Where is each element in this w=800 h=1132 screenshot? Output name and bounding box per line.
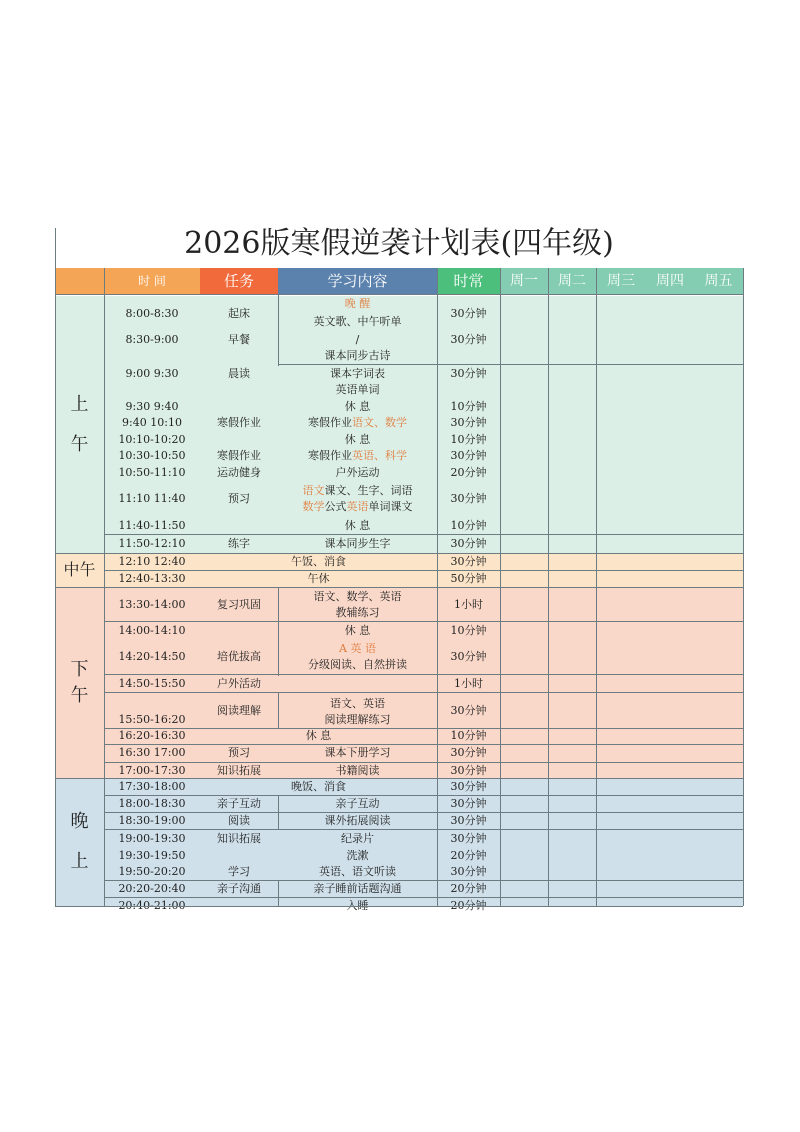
header-day-5: 周五 [694,268,743,294]
time-cell: 10:50-11:10 [118,466,186,479]
grid-line [104,880,743,881]
content-cell: 亲子睡前话题沟通 [313,882,402,895]
duration-cell: 30分钟 [450,780,487,793]
task-cell: 起床 [228,307,250,320]
time-cell: 16:30 17:00 [118,746,186,759]
duration-cell: 30分钟 [450,814,487,827]
content-cell: 英文歌、中午听单 [313,315,402,328]
task-cell: 亲子沟通 [217,882,261,895]
time-cell: 16:20-16:30 [118,729,186,742]
content-cell: 户外运动 [335,466,380,479]
content-cell: 课本字词表 英语单词 [330,367,385,396]
grid-line [437,364,743,365]
duration-cell: 30分钟 [450,492,487,505]
grid-line [55,228,56,906]
grid-line [55,778,743,779]
time-cell: 10:10-10:20 [118,433,186,446]
content-cell: 课本同步古诗 [324,349,391,362]
grid-line [104,268,105,906]
content-cell [278,448,437,464]
content-cell: 亲子互动 [335,797,380,810]
period-afternoon: 下 午 [70,658,89,706]
content-cell: 洗漱 [346,849,369,862]
time-cell: 10:30-10:50 [118,449,186,462]
time-cell: 12:40-13:30 [118,572,186,585]
duration-cell: 1小时 [454,598,483,611]
duration-cell: 10分钟 [450,624,487,637]
time-cell: 9:00 9:30 [125,367,179,380]
duration-cell: 30分钟 [450,865,487,878]
grid-line [104,570,743,571]
time-cell: 19:00-19:30 [118,832,186,845]
time-cell: 12:10 12:40 [118,555,186,568]
grid-line [104,744,743,745]
content-subject: 语文 [302,484,325,497]
grid-line [55,587,743,588]
duration-cell: 20分钟 [450,882,487,895]
time-cell: 18:30-19:00 [118,814,186,827]
task-cell: 亲子互动 [217,797,261,810]
time-cell: 14:00-14:10 [118,624,186,637]
content-subject: 英语 [346,500,369,513]
page-title: 2026版寒假逆袭计划表(四年级) [184,226,614,261]
content-cell: 休 息 [344,433,371,446]
task-cell: 早餐 [228,333,250,346]
time-cell: 15:50-16:20 [118,713,186,726]
content-cell: 分级阅读、自然拼读 [308,658,407,671]
grid-line [104,674,743,675]
content-subjects: 语文、数学 [352,416,407,429]
content-cell: 午饭、消食 [291,555,346,568]
header-duration: 时常 [437,268,500,294]
content-cell: / [355,333,360,346]
time-cell: 9:30 9:40 [125,400,179,413]
task-cell: 练字 [228,537,250,550]
duration-cell: 30分钟 [450,746,487,759]
duration-cell: 10分钟 [450,400,487,413]
grid-line [104,812,743,813]
grid-line [55,294,743,295]
duration-cell: 10分钟 [450,519,487,532]
content-text: 课文、生字、词语 [324,484,413,497]
content-cell: 书籍阅读 [335,764,380,777]
content-cell: A 英 语 [339,642,376,655]
content-cell: 休 息 [344,519,371,532]
task-cell: 寒假作业 [217,416,261,429]
header-day-2: 周二 [548,268,596,294]
content-cell: 入睡 [346,899,369,912]
grid-line [278,294,279,366]
content-cell: 纪录片 [341,832,374,845]
content-text: 单词课文 [368,500,413,513]
content-cell [278,499,437,515]
time-cell: 20:20-20:40 [118,882,186,895]
content-cell: 休 息 [344,624,371,637]
time-cell: 11:40-11:50 [118,519,186,532]
grid-line [278,692,279,728]
content-text: 寒假作业 [308,416,352,429]
header-task: 任务 [200,268,278,294]
content-cell [278,415,437,431]
time-cell: 14:50-15:50 [118,677,186,690]
task-cell: 寒假作业 [217,449,261,462]
grid-line [278,364,437,365]
duration-cell: 20分钟 [450,899,487,912]
time-cell: 19:50-20:20 [118,865,186,878]
content-cell: 午休 [307,572,330,585]
duration-cell: 30分钟 [450,416,487,429]
grid-line [743,268,744,906]
grid-line [104,692,743,693]
time-cell: 17:30-18:00 [118,780,186,793]
duration-cell: 50分钟 [450,572,487,585]
duration-cell: 30分钟 [450,367,487,380]
duration-cell: 20分钟 [450,849,487,862]
content-cell: 课本下册学习 [324,746,391,759]
task-cell: 预习 [228,492,250,505]
task-cell: 培优拔高 [217,650,261,663]
task-cell: 户外活动 [217,677,261,690]
period-noon: 中午 [63,560,96,579]
grid-line [104,795,743,796]
duration-cell: 30分钟 [450,797,487,810]
content-subjects: 英语、科学 [352,449,407,462]
grid-line [55,906,743,907]
duration-cell: 30分钟 [450,704,487,717]
content-cell: 课外拓展阅读 [324,814,391,827]
duration-cell: 1小时 [454,677,483,690]
content-cell: 英语、语文听读 [319,865,396,878]
header-time: 时 间 [104,268,200,294]
content-cell: 晚 醒 [344,297,371,310]
duration-cell: 10分钟 [450,729,487,742]
content-cell: 休 息 [344,400,371,413]
content-cell: 晚饭、消食 [291,780,346,793]
content-cell: 语文、数学、英语 教辅练习 [313,590,402,619]
header-day-3: 周三 [596,268,646,294]
header-corner [55,268,104,294]
duration-cell: 30分钟 [450,650,487,663]
duration-cell: 30分钟 [450,449,487,462]
task-cell: 运动健身 [217,466,261,479]
duration-cell: 30分钟 [450,537,487,550]
content-cell: 语文、英语 阅读理解练习 [324,697,391,726]
task-cell: 知识拓展 [217,764,261,777]
time-cell: 13:30-14:00 [118,598,186,611]
time-cell: 17:00-17:30 [118,764,186,777]
task-cell: 知识拓展 [217,832,261,845]
duration-cell: 30分钟 [450,333,487,346]
time-cell: 14:20-14:50 [118,650,186,663]
time-cell: 18:00-18:30 [118,797,186,810]
grid-line [104,762,743,763]
duration-cell: 30分钟 [450,832,487,845]
grid-line [104,728,743,729]
task-cell: 预习 [228,746,250,759]
grid-line [278,587,279,676]
duration-cell: 10分钟 [450,433,487,446]
content-cell [278,483,437,499]
period-morning: 上 午 [70,393,89,455]
content-cell: 课本同步生字 [324,537,391,550]
grid-line [104,621,743,622]
task-cell: 复习巩固 [217,598,261,611]
task-cell: 阅读 [228,814,250,827]
content-text: 寒假作业 [308,449,352,462]
grid-line [104,534,743,535]
duration-cell: 20分钟 [450,466,487,479]
time-cell: 9:40 10:10 [122,416,182,429]
grid-line [104,897,743,898]
time-cell: 11:10 11:40 [118,492,186,505]
duration-cell: 30分钟 [450,764,487,777]
period-evening: 晚 上 [70,811,89,872]
time-cell: 8:00-8:30 [125,307,179,320]
grid-line [104,829,743,830]
time-cell: 11:50-12:10 [118,537,186,550]
grid-line [278,796,279,830]
header-content: 学习内容 [278,268,437,294]
task-cell: 晨读 [228,367,250,380]
time-cell: 8:30-9:00 [125,333,179,346]
content-text: 公式 [324,500,347,513]
time-cell: 20:40-21:00 [118,899,186,912]
task-cell: 阅读理解 [217,704,261,717]
grid-line [55,553,743,554]
grid-line [278,880,279,906]
header-day-1: 周一 [500,268,548,294]
content-subject: 数学 [302,500,325,513]
content-cell: 休 息 [305,729,332,742]
task-cell: 学习 [228,865,250,878]
duration-cell: 30分钟 [450,307,487,320]
header-day-4: 周四 [646,268,694,294]
duration-cell: 30分钟 [450,555,487,568]
time-cell: 19:30-19:50 [118,849,186,862]
